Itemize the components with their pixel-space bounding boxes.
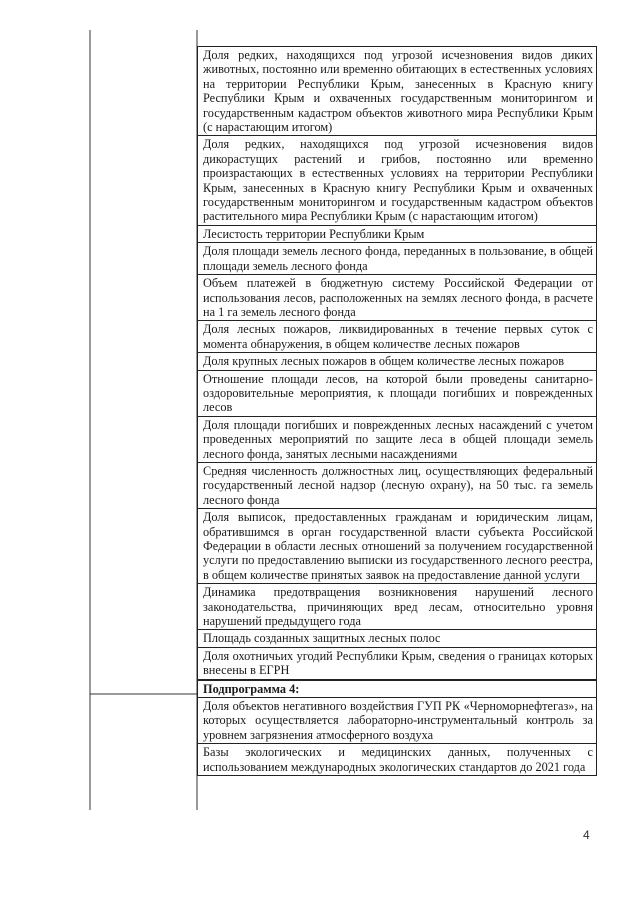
indicator-row: Доля лесных пожаров, ликвидированных в течение первых суток с момента обнаружения, в общем количестве лесных пожаров <box>197 321 597 353</box>
indicator-row: Доля площади погибших и поврежденных лесных насаждений с учетом проведенных мероприятий по защите леса в общей площади земель лесного фонда, занятых лесными насаждениями <box>197 417 597 463</box>
indicator-row: Доля крупных лесных пожаров в общем количестве лесных пожаров <box>197 353 597 370</box>
indicator-row: Доля объектов негативного воздействия ГУП РК «Черноморнефтегаз», на которых осуществляется лабораторно-инструментальный контроль за уровнем загрязнения атмосферного воздуха <box>197 698 597 744</box>
indicator-row: Площадь созданных защитных лесных полос <box>197 630 597 647</box>
page-number: 4 <box>583 828 590 842</box>
subprogram-heading: Подпрограмма 4: <box>197 680 597 698</box>
indicator-row: Средняя численность должностных лиц, осуществляющих федеральный государственный лесной надзор (лесную охрану), на 50 тыс. га земель лесного фонда <box>197 463 597 509</box>
indicator-row: Доля редких, находящихся под угрозой исчезновения видов диких животных, постоянно или временно обитающих в естественных условиях на территории Республики Крым, занесенных в Красную книгу Республики Крым и охваченных государственным мониторингом и государственным кадастром объектов животного мира Республики Крым (с нарастающим итогом) <box>197 46 597 136</box>
indicator-row: Доля охотничьих угодий Республики Крым, сведения о границах которых внесены в ЕГРН <box>197 648 597 680</box>
indicator-row: Доля редких, находящихся под угрозой исчезновения видов дикорастущих растений и грибов, постоянно или временно произрастающих в естественных условиях на территории Республики Крым, занесенных в Красную книгу Республики Крым и охваченных государственным мониторингом и государственным кадастром объектов растительного мира Республики Крым (с нарастающим итогом) <box>197 136 597 225</box>
indicator-row: Динамика предотвращения возникновения нарушений лесного законодательства, причиняющих вред лесам, относительно уровня нарушений предыдущего года <box>197 584 597 630</box>
indicator-row: Отношение площади лесов, на которой были проведены санитарно-оздоровительные мероприятия, к площади погибших и поврежденных лесов <box>197 371 597 417</box>
indicator-row: Лесистость территории Республики Крым <box>197 226 597 243</box>
indicator-row: Объем платежей в бюджетную систему Российской Федерации от использования лесов, расположенных на землях лесного фонда, в расчете на 1 га земель лесного фонда <box>197 275 597 321</box>
indicator-row: Базы экологических и медицинских данных, полученных с использованием международных экологических стандартов до 2021 года <box>197 744 597 776</box>
indicator-row: Доля выписок, предоставленных гражданам и юридическим лицам, обратившимся в орган государственной власти субъекта Российской Федерации в области лесных отношений за получением государственной услуги по предоставлению выписки из государственного лесного реестра, в общем количестве принятых заявок на предоставление данной услуги <box>197 509 597 584</box>
indicator-row: Доля площади земель лесного фонда, переданных в пользование, в общей площади земель лесного фонда <box>197 243 597 275</box>
indicator-table <box>197 46 597 776</box>
